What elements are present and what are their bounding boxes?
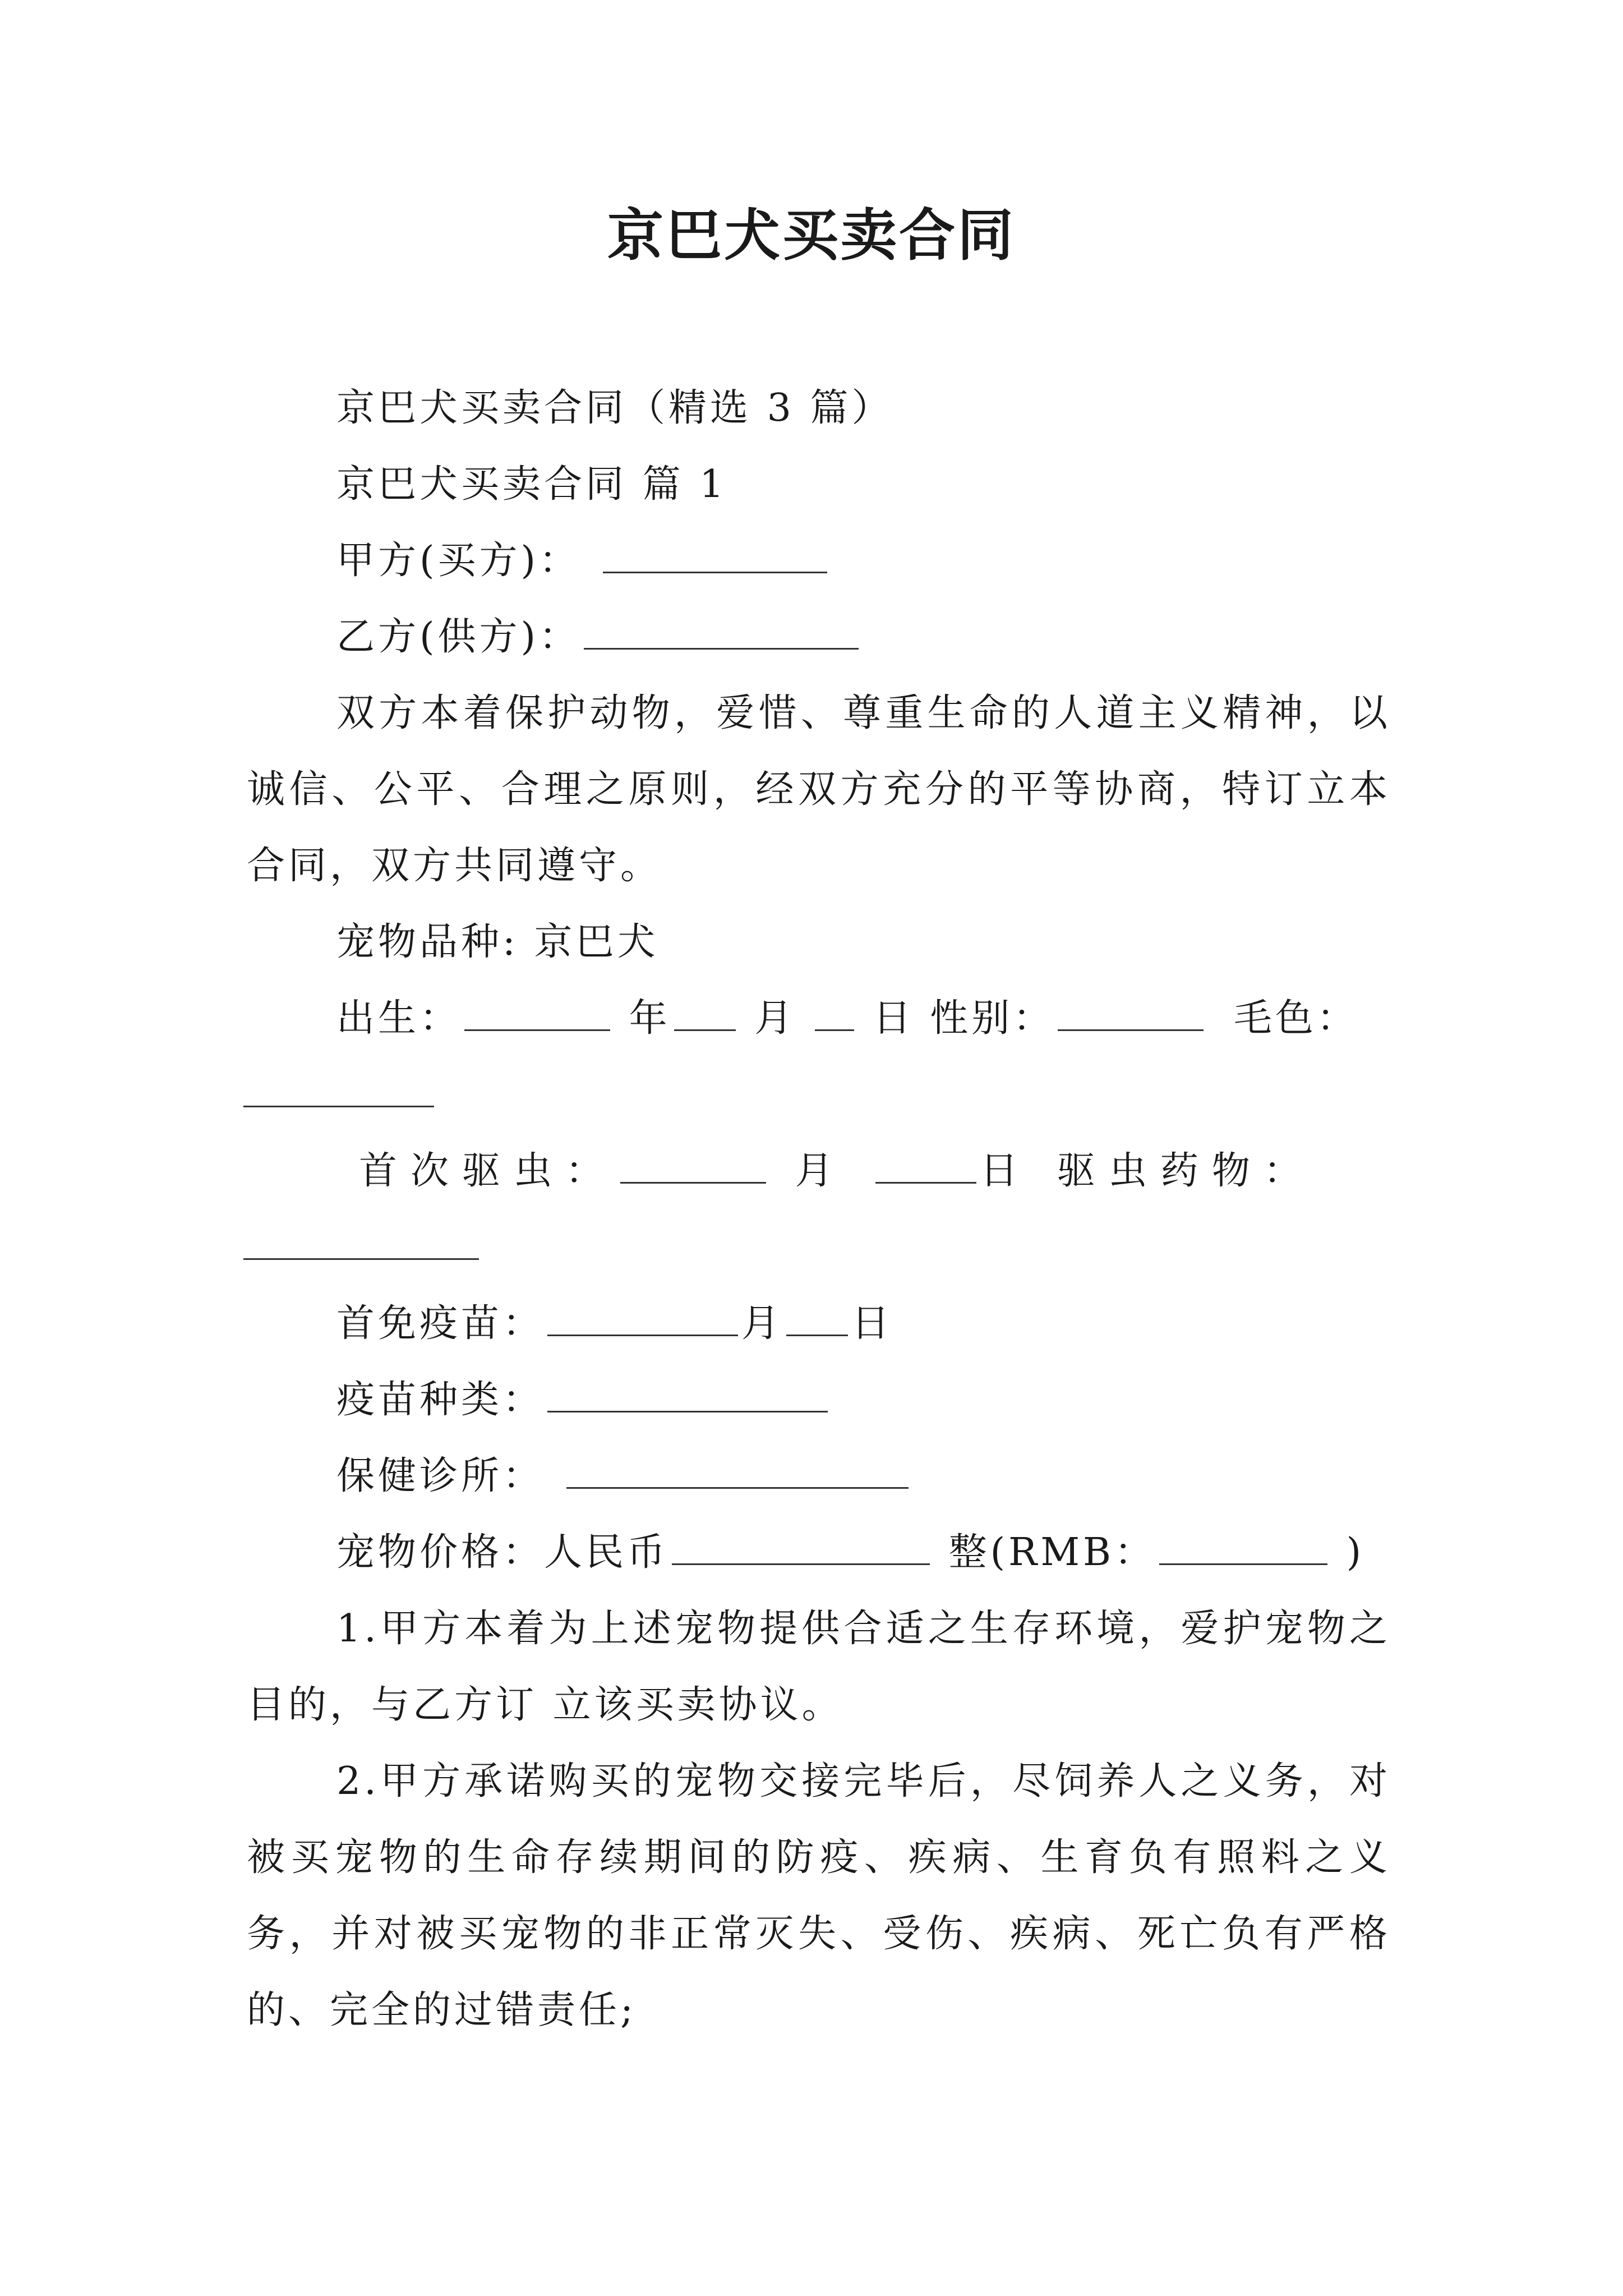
party-a-line <box>247 523 1391 599</box>
vaccine-type-blank[interactable] <box>547 1377 828 1412</box>
price-close: ) <box>1346 1530 1365 1575</box>
deworm-day-blank[interactable] <box>875 1148 976 1184</box>
deworm-day-unit: 日 <box>980 1149 1032 1193</box>
vaccine-day-blank[interactable] <box>786 1301 848 1336</box>
deworm-month-unit: 月 <box>795 1149 847 1193</box>
vaccine-type-label: 疫苗种类： <box>336 1378 545 1422</box>
party-b-blank[interactable] <box>584 614 859 650</box>
gender-label: 性别： <box>930 996 1055 1041</box>
breed-line: 宠物品种: 京巴犬 <box>336 920 659 964</box>
birth-year-blank[interactable] <box>464 996 610 1031</box>
deworm-drug-blank[interactable] <box>243 1225 479 1260</box>
deworm-label: 首次驱虫： <box>359 1149 617 1193</box>
party-a-blank[interactable] <box>603 538 827 573</box>
clinic-blank[interactable] <box>566 1453 909 1489</box>
gender-blank[interactable] <box>1058 996 1204 1031</box>
party-a-label: 甲方(买方)： <box>336 539 581 583</box>
birth-line <box>247 981 1391 1133</box>
birth-year-unit: 年 <box>629 996 671 1041</box>
clinic-line <box>247 1438 1391 1515</box>
party-b-label: 乙方(供方)： <box>336 615 581 659</box>
price-rmb-blank[interactable] <box>1159 1530 1327 1565</box>
deworm-month-blank[interactable] <box>620 1148 766 1184</box>
clinic-label: 保健诊所： <box>336 1454 545 1498</box>
party-b-line <box>247 599 1391 675</box>
color-label: 毛色： <box>1233 996 1358 1041</box>
clause-1: 1.甲方本着为上述宠物提供合适之生存环境，爱护宠物之目的，与乙方订 立该买卖协议。 <box>247 1607 1391 1727</box>
intro-paragraph: 双方本着保护动物，爱惜、尊重生命的人道主义精神，以诚信、公平、合理之原则，经双方充分的平等协商，特订立本合同，双方共同遵守。 <box>247 691 1391 888</box>
price-label: 宠物价格：人民币 <box>336 1530 669 1575</box>
vaccine-line <box>247 1286 1391 1362</box>
deworm-drug-label: 驱虫药物： <box>1057 1149 1315 1193</box>
vaccine-label: 首免疫苗： <box>336 1301 545 1346</box>
birth-month-blank[interactable] <box>674 996 736 1031</box>
price-line <box>247 1515 1391 1591</box>
birth-day-unit: 日 <box>873 996 915 1041</box>
vaccine-month-unit: 月 <box>741 1301 783 1346</box>
heading-part1: 京巴犬买卖合同 篇 1 <box>336 462 727 507</box>
birth-label: 出生： <box>336 996 462 1041</box>
deworm-line <box>247 1133 1391 1286</box>
document-title: 京巴犬买卖合同 <box>607 203 1016 268</box>
birth-day-blank[interactable] <box>815 996 854 1031</box>
vaccine-month-blank[interactable] <box>547 1301 738 1336</box>
birth-month-unit: 月 <box>754 996 796 1041</box>
document-body <box>247 370 1391 2049</box>
price-whole: 整(RMB： <box>948 1530 1156 1575</box>
color-blank[interactable] <box>243 1072 434 1107</box>
vaccine-type-line <box>247 1362 1391 1438</box>
vaccine-day-unit: 日 <box>851 1301 893 1346</box>
heading-selected: 京巴犬买卖合同（精选 3 篇） <box>336 386 893 430</box>
clause-2: 2.甲方承诺购买的宠物交接完毕后，尽饲养人之义务，对被买宠物的生命存续期间的防疫、疾病、生育负有照料之义务，并对被买宠物的非正常灭失、受伤、疾病、死亡负有严格的、完全的过错责任; <box>247 1759 1391 2032</box>
price-cny-blank[interactable] <box>672 1530 930 1565</box>
